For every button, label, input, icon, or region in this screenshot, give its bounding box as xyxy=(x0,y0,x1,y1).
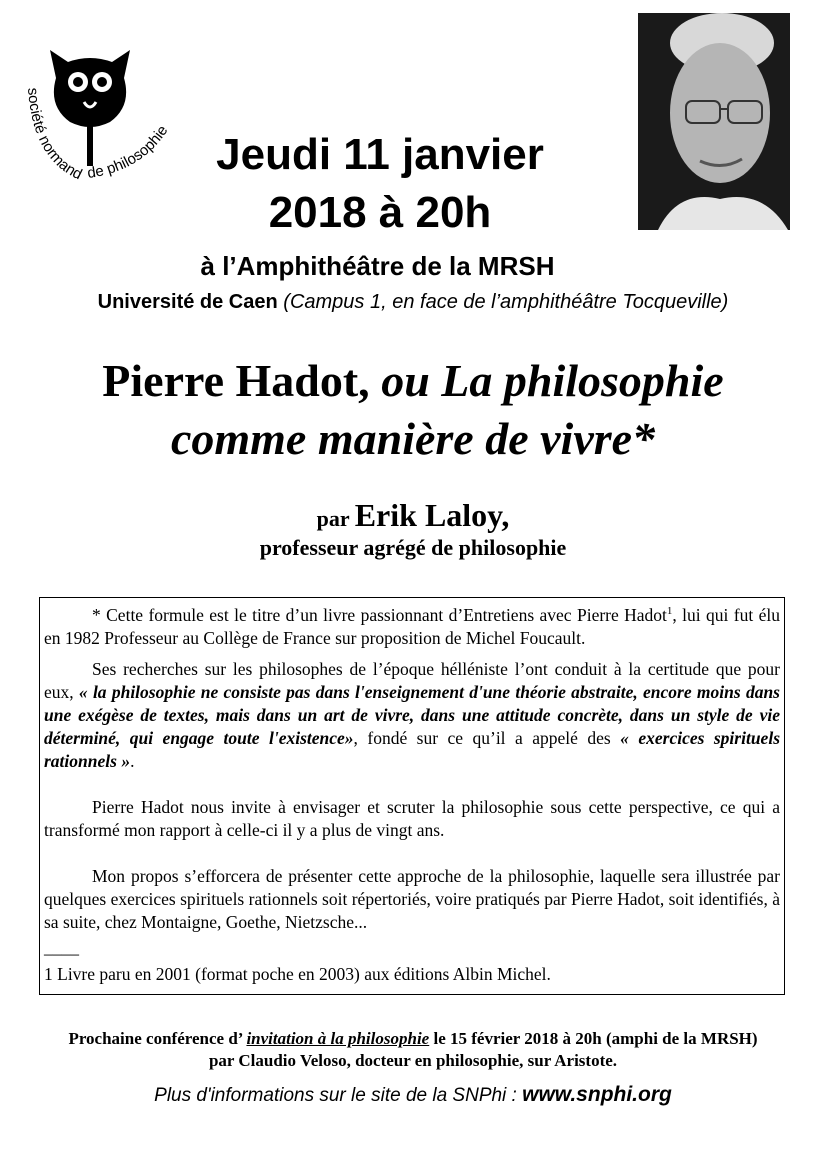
speaker-role: professeur agrégé de philosophie xyxy=(259,535,567,560)
more-info xyxy=(0,1080,826,1111)
portrait-photo xyxy=(638,13,790,230)
footnote-ref: 1 xyxy=(666,605,673,618)
footnote-rule: ____ xyxy=(44,937,79,957)
title-roman: Pierre Hadot, xyxy=(102,355,370,406)
next-text: Prochaine conférence d’ xyxy=(68,1029,247,1048)
event-date: Jeudi 11 janvier xyxy=(216,130,544,179)
event-venue: à l’Amphithéâtre de la MRSH xyxy=(200,251,555,281)
event-university xyxy=(0,287,826,317)
abstract-paragraph-4: Mon propos s’efforcera de présenter cette approche de la philosophie, laquelle sera illustrée par quelques exercices spirituels rationnels soit répertoriés, voire pratiqués par Pierre Hadot, soit identifiés, à sa suite, chez Montaigne, Goethe, Nietzsche... xyxy=(44,866,780,932)
website-link[interactable]: www.snphi.org xyxy=(522,1083,672,1106)
portrait-image xyxy=(638,13,790,230)
p1-text: * Cette formule est le titre d’un livre passionnant d’Entretiens avec Pierre Hadot xyxy=(92,605,667,625)
p2-text-mid: , fondé sur ce qu’il a appelé des xyxy=(353,728,621,748)
exercices-quote: « exercices spirituels rationnels » xyxy=(44,728,780,771)
speaker-name: Erik Laloy xyxy=(354,497,502,533)
title-italic: ou La philosophie xyxy=(369,355,724,406)
series-name: invitation à la philosophie xyxy=(246,1029,430,1048)
next-speaker: par Claudio Veloso, docteur en philosophie, sur Aristote. xyxy=(208,1051,618,1070)
talk-title-line1 xyxy=(0,352,826,410)
by-label: par xyxy=(316,506,355,531)
talk-title-line2: comme manière de vivre* xyxy=(170,413,656,464)
abstract-paragraph-1 xyxy=(44,604,780,650)
svg-text:de philosophie: de philosophie xyxy=(86,122,172,182)
p2-text: Ses recherches sur les philosophes de l’époque hélléniste l’ont conduit à la certitude que pour eux, xyxy=(44,659,780,702)
abstract-box xyxy=(39,597,785,995)
abstract-paragraph-3: Pierre Hadot nous invite à envisager et scruter la philosophie sous cette perspective, ce qui a transformé mon rapport à celle-ci il y a plus de vingt ans. xyxy=(44,797,780,840)
next-date: le 15 février 2018 à 20h (amphi de la MRSH) xyxy=(429,1029,758,1048)
footnote: 1 Livre paru en 2001 (format poche en 2003) aux éditions Albin Michel. xyxy=(44,964,551,984)
location-note: (Campus 1, en face de l’amphithéâtre Tocqueville) xyxy=(283,291,729,313)
speaker-comma: , xyxy=(501,497,510,533)
next-conference xyxy=(0,1027,826,1051)
p1-text-end: , lui qui fut élu en 1982 Professeur au Collège de France sur proposition de Michel Foucault. xyxy=(44,605,781,648)
more-info-text: Plus d'informations sur le site de la SNPhi : xyxy=(154,1085,523,1106)
abstract-paragraph-2 xyxy=(44,658,780,773)
svg-text:société normande: société normand xyxy=(23,87,85,184)
hadot-quote: « la philosophie ne consiste pas dans l'enseignement d'une théorie abstraite, encore moins dans une exégèse de textes, mais dans un art de vivre, dans une attitude concrète, dans un style de vie déterminé, qui engage toute l'existence» xyxy=(44,682,780,748)
event-time: 2018 à 20h xyxy=(268,188,492,237)
p2-text-end: . xyxy=(130,751,135,771)
university-name: Université de Caen xyxy=(97,291,278,313)
